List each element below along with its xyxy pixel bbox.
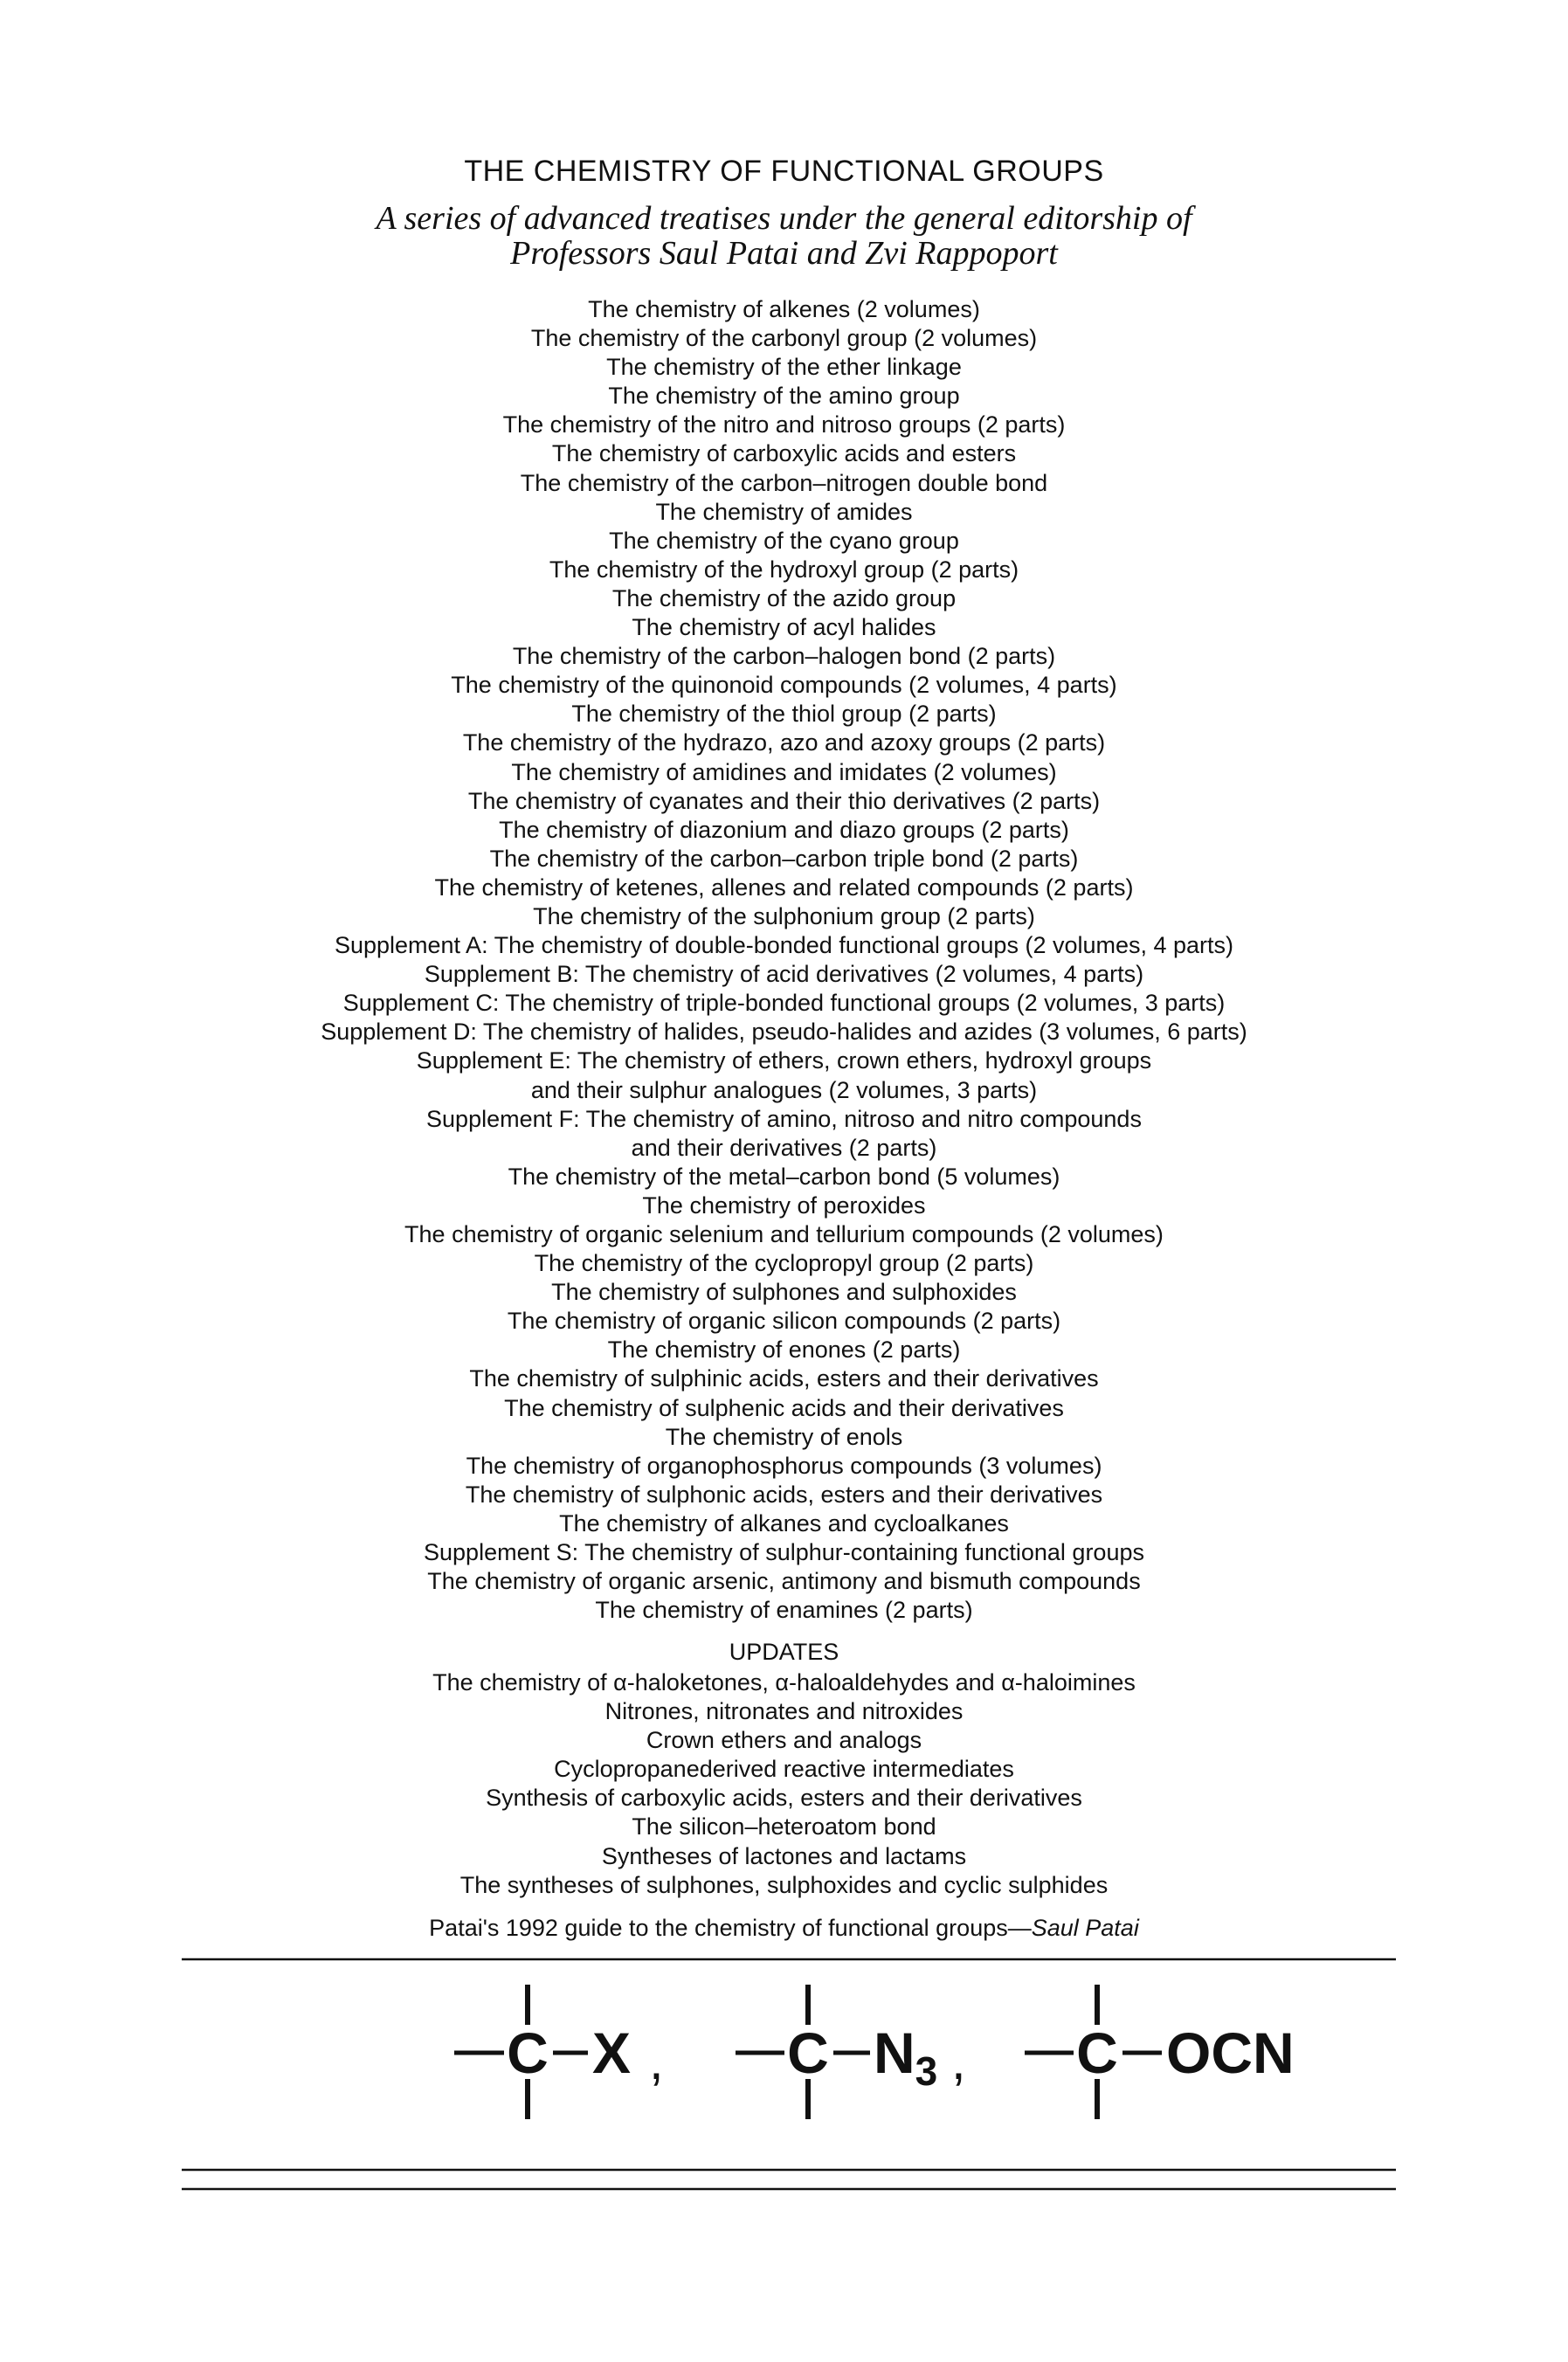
volume-title: The chemistry of the carbon–halogen bond (2 parts) [512, 643, 1056, 670]
volume-title: and their derivatives (2 parts) [631, 1134, 937, 1161]
update-title: Synthesis of carboxylic acids, esters and their derivatives [486, 1785, 1082, 1812]
separator-2: , [951, 2032, 966, 2090]
update-title: The chemistry of α-haloketones, α-haloaldehydes and α-haloimines [432, 1669, 1136, 1696]
volume-title: The chemistry of diazonium and diazo groups (2 parts) [499, 816, 1069, 843]
update-title: The silicon–heteroatom bond [632, 1813, 936, 1841]
group-cyanate: OCN [1166, 2020, 1295, 2085]
volume-title: The chemistry of organic silicon compounds (2 parts) [507, 1308, 1061, 1335]
volume-title: The chemistry of organic selenium and tellurium compounds (2 volumes) [404, 1221, 1164, 1247]
volume-title: The chemistry of sulphones and sulphoxides [551, 1279, 1017, 1306]
volume-title: Supplement F: The chemistry of amino, nitroso and nitro compounds [426, 1105, 1142, 1132]
series-subtitle-line-2: Professors Saul Patai and Zvi Rappoport [510, 235, 1058, 272]
volume-title: The chemistry of enones (2 parts) [607, 1336, 961, 1364]
guide-title: Patai's 1992 guide to the chemistry of functional groups— [429, 1915, 1032, 1941]
update-title: Cyclopropanederived reactive intermediates [554, 1756, 1014, 1783]
carbon-atom: C [1076, 2020, 1118, 2085]
volume-title: The chemistry of sulphenic acids and their derivatives [504, 1394, 1064, 1421]
update-title: The syntheses of sulphones, sulphoxides and cyclic sulphides [459, 1871, 1109, 1898]
volume-title: The chemistry of the carbon–nitrogen double bond [520, 469, 1048, 496]
group-halide: X [592, 2020, 632, 2085]
volume-title: The chemistry of alkanes and cycloalkanes [559, 1509, 1009, 1537]
volume-title: The chemistry of amides [655, 498, 913, 525]
volume-title: The chemistry of the cyano group [609, 527, 959, 554]
volume-title: The chemistry of the hydroxyl group (2 parts) [549, 556, 1019, 583]
volume-title: The chemistry of sulphinic acids, esters and their derivatives [469, 1365, 1099, 1392]
volume-title: The chemistry of peroxides [642, 1191, 926, 1219]
carbon-atom: C [507, 2020, 549, 2085]
volume-title: Supplement S: The chemistry of sulphur-containing functional groups [424, 1539, 1144, 1566]
volume-title: The chemistry of the azido group [611, 584, 957, 611]
update-title: Nitrones, nitronates and nitroxides [604, 1698, 964, 1725]
volume-title: Supplement C: The chemistry of triple-bonded functional groups (2 volumes, 3 parts) [342, 990, 1226, 1017]
volume-title: The chemistry of ketenes, allenes and related compounds (2 parts) [434, 874, 1134, 901]
volume-title: The chemistry of acyl halides [632, 614, 936, 641]
volume-title: Supplement E: The chemistry of ethers, crown ethers, hydroxyl groups [416, 1047, 1152, 1074]
volume-title: The chemistry of carboxylic acids and esters [551, 440, 1017, 467]
volume-title: The chemistry of the hydrazo, azo and azoxy groups (2 parts) [462, 729, 1106, 756]
volume-title: The chemistry of the ether linkage [606, 354, 962, 381]
volume-title: The chemistry of organophosphorus compounds (3 volumes) [466, 1452, 1102, 1479]
volume-title: The chemistry of the amino group [608, 383, 960, 410]
volume-title: The chemistry of alkenes (2 volumes) [588, 296, 980, 322]
guide-author: Saul Patai [1031, 1915, 1139, 1941]
volume-title: The chemistry of enols [665, 1423, 903, 1450]
volume-title: The chemistry of the thiol group (2 parts) [571, 701, 997, 728]
volume-title: Supplement B: The chemistry of acid derivatives (2 volumes, 4 parts) [424, 961, 1144, 988]
volume-title: The chemistry of the quinonoid compounds (2 volumes, 4 parts) [451, 672, 1117, 699]
volume-title: The chemistry of the metal–carbon bond (5 volumes) [508, 1163, 1060, 1190]
series-title: THE CHEMISTRY OF FUNCTIONAL GROUPS [464, 155, 1104, 188]
group-azide: $N_3$ [874, 2020, 938, 2094]
volume-title: The chemistry of cyanates and their thio derivatives (2 parts) [467, 787, 1101, 814]
formula-carbon-cyanate [1025, 1985, 1295, 2119]
volume-title: The chemistry of the carbonyl group (2 volumes) [530, 325, 1038, 352]
updates-heading: UPDATES [729, 1639, 839, 1665]
volume-title: The chemistry of the cyclopropyl group (2 parts) [534, 1250, 1034, 1277]
volume-title: The chemistry of the sulphonium group (2 parts) [533, 902, 1035, 929]
series-subtitle-line-1: A series of advanced treatises under the general editorship of [376, 200, 1192, 237]
volume-title: The chemistry of amidines and imidates (2 volumes) [511, 758, 1057, 785]
volume-title: The chemistry of the nitro and nitroso groups (2 parts) [502, 411, 1066, 439]
volume-title: and their sulphur analogues (2 volumes, 3 parts) [530, 1076, 1038, 1103]
carbon-atom: C [787, 2020, 829, 2085]
formula-carbon-azide [736, 1985, 966, 2119]
separator-1: , [649, 2032, 664, 2090]
volume-title: The chemistry of sulphonic acids, esters and their derivatives [465, 1481, 1103, 1508]
volume-title: Supplement D: The chemistry of halides, pseudo-halides and azides (3 volumes, 6 parts) [321, 1019, 1247, 1046]
update-title: Syntheses of lactones and lactams [601, 1842, 967, 1869]
update-title: Crown ethers and analogs [646, 1727, 922, 1754]
formula-carbon-halide [454, 1985, 664, 2119]
volume-title: Supplement A: The chemistry of double-bonded functional groups (2 volumes, 4 parts) [334, 932, 1234, 959]
volume-title: The chemistry of the carbon–carbon triple bond (2 parts) [489, 845, 1079, 872]
volume-title: The chemistry of organic arsenic, antimony and bismuth compounds [427, 1568, 1141, 1595]
volume-title: The chemistry of enamines (2 parts) [595, 1597, 973, 1624]
